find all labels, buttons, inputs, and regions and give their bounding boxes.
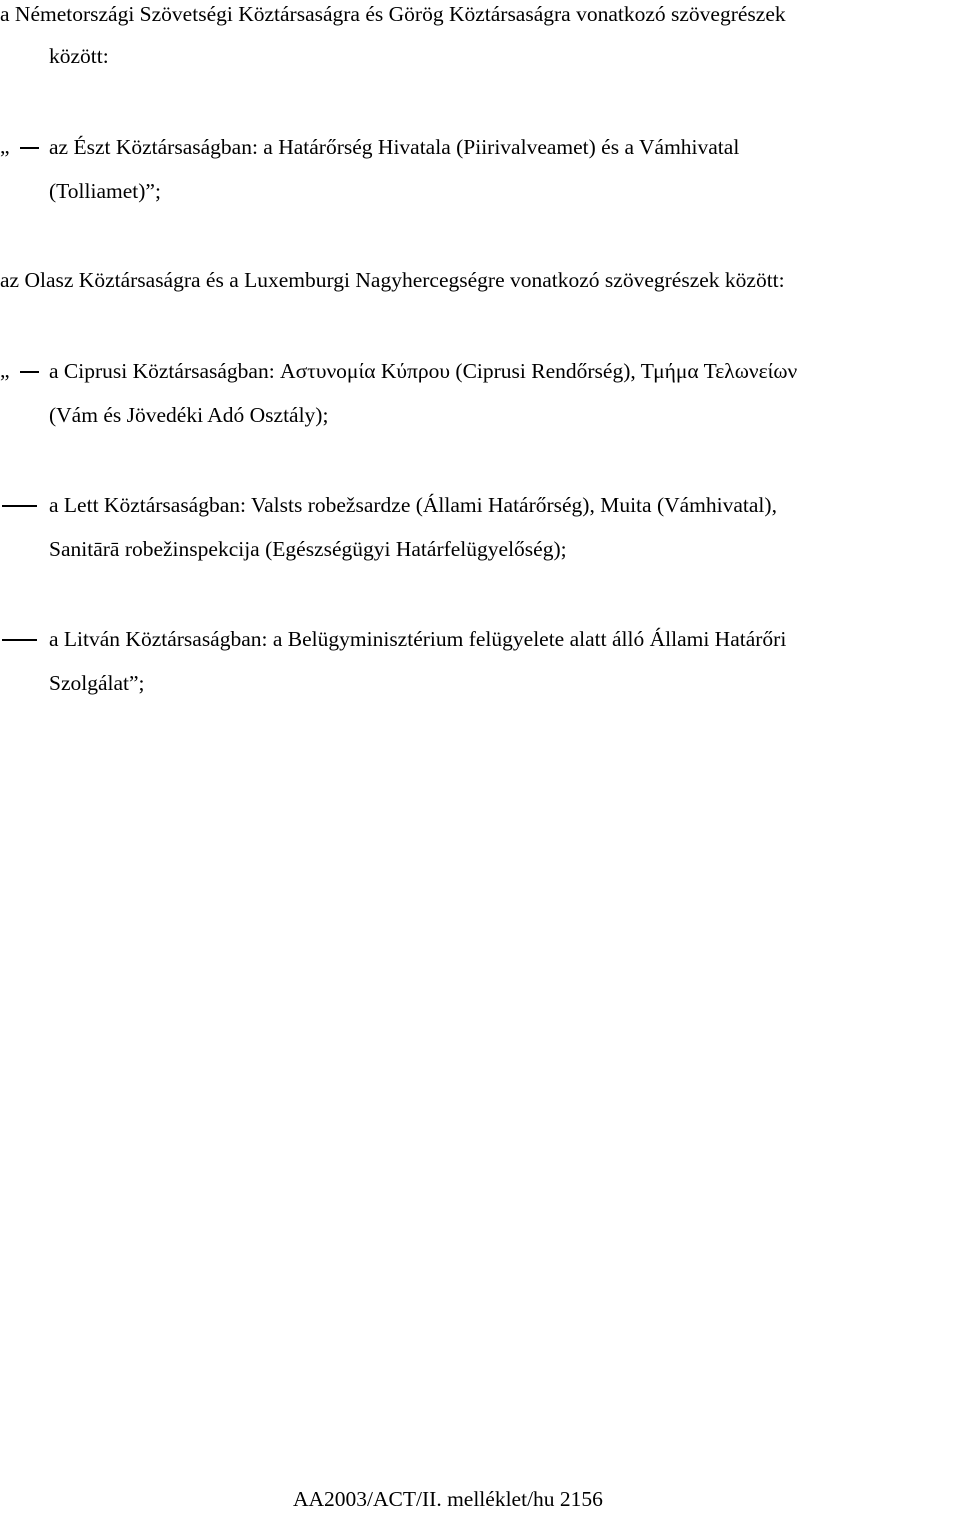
- dash-bullet: [2, 505, 37, 507]
- item-latvia-line1: a Lett Köztársaságban: Valsts robežsardze (Állami Határőrség), Muita (Vámhivatal),: [49, 493, 777, 517]
- dash-bullet: [2, 639, 37, 641]
- opening-quote-mark: „: [0, 358, 10, 382]
- item-estonia-line2: (Tolliamet)”;: [49, 179, 161, 203]
- item-lithuania-line2: Szolgálat”;: [49, 671, 145, 695]
- opening-quote-mark: „: [0, 134, 10, 158]
- item-lithuania-line1: a Litván Köztársaságban: a Belügyminisztérium felügyelete alatt álló Állami Határőri: [49, 627, 787, 651]
- dash-bullet: [20, 147, 39, 149]
- item-latvia-line2: Sanitārā robežinspekcija (Egészségügyi Határfelügyelőség);: [49, 537, 567, 561]
- item-cyprus-line2: (Vám és Jövedéki Adó Osztály);: [49, 403, 329, 427]
- item-estonia-line1: az Észt Köztársaságban: a Határőrség Hivatala (Piirivalveamet) és a Vámhivatal: [49, 135, 740, 159]
- heading-germany-greece-line1: a Németországi Szövetségi Köztársaságra és Görög Köztársaságra vonatkozó szövegrészek: [0, 2, 786, 26]
- heading-germany-greece-line2: között:: [49, 44, 109, 68]
- item-cyprus-line1: a Ciprusi Köztársaságban: Αστυνομία Κύπρου (Ciprusi Rendőrség), Τμήμα Τελωνείων: [49, 359, 798, 383]
- heading-italy-luxembourg-line1: az Olasz Köztársaságra és a Luxemburgi Nagyhercegségre vonatkozó szövegrészek között:: [0, 268, 785, 292]
- page-footer-reference: AA2003/ACT/II. melléklet/hu 2156: [293, 1487, 603, 1511]
- dash-bullet: [20, 371, 39, 373]
